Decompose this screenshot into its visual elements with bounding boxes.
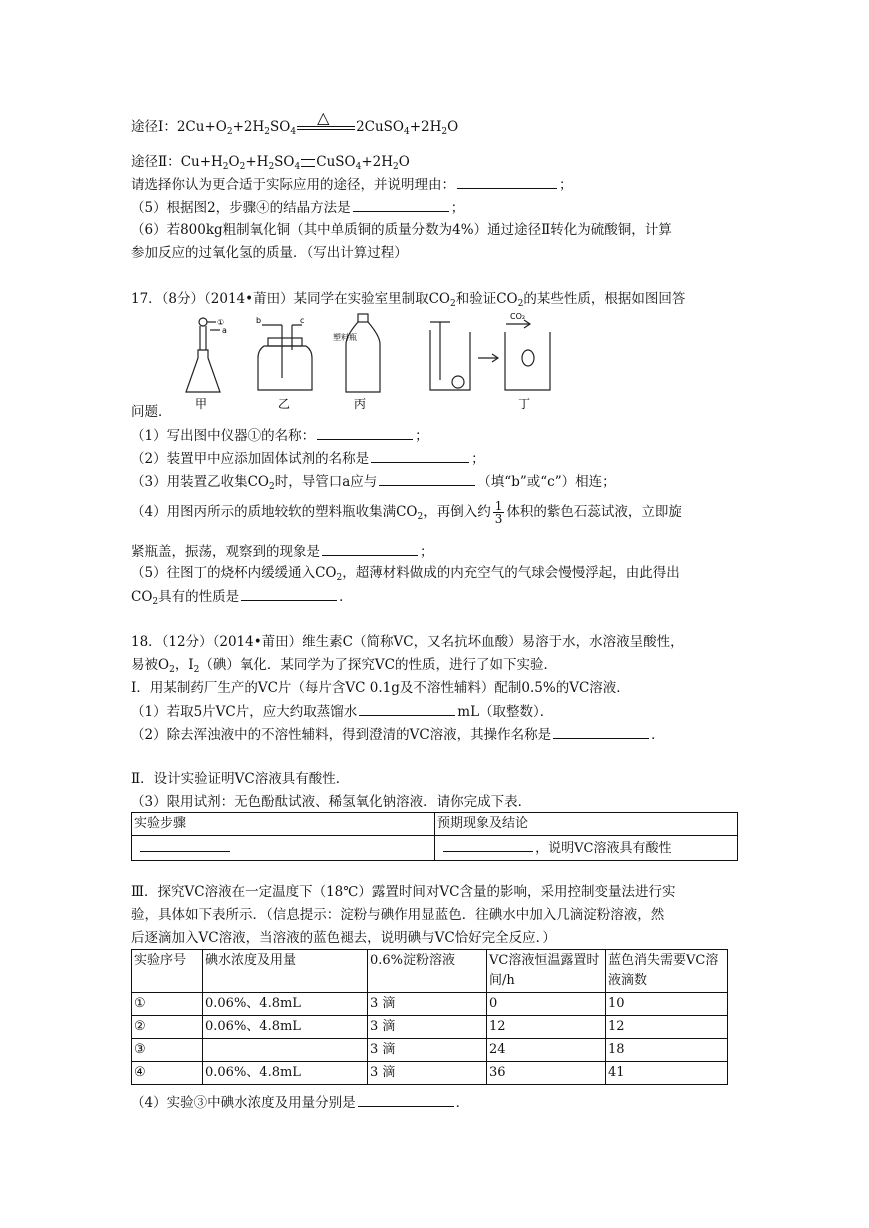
table-cell: 0 (487, 993, 606, 1016)
q18-table-acidity (131, 812, 738, 861)
answer-blank[interactable] (379, 471, 475, 486)
table-cell: 18 (606, 1039, 728, 1062)
answer-blank[interactable] (443, 837, 533, 852)
answer-blank[interactable] (553, 724, 649, 739)
table-cell: 3 滴 (368, 993, 487, 1016)
table-cell: ④ (132, 1062, 203, 1085)
table-cell: 3 滴 (368, 1039, 487, 1062)
table-cell: 10 (606, 993, 728, 1016)
table1-cell-steps (132, 836, 435, 861)
q16-choose: 请选择你认为更合适于实际应用的途径，并说明理由： ； (131, 174, 573, 195)
label-ding: 丁 (518, 397, 531, 410)
q18-part1: Ⅰ．用某制药厂生产的VC片（每片含VC 0.1g及不溶性辅料）配制0.5%的VC溶液． (131, 680, 630, 696)
q17-5: （5）往图丁的烧杯内缓缓通入$CO_2$，超薄材料做成的内充空气的气球会慢慢浮起，由此得出 (131, 565, 680, 583)
apparatus-jia (186, 318, 220, 392)
fraction-one-third: $\frac{1}{3}$ (494, 499, 503, 526)
table-cell: 41 (606, 1062, 728, 1085)
table2-header: VC溶液恒温露置时间/h (487, 950, 606, 993)
answer-blank[interactable] (317, 425, 413, 440)
table-cell: 12 (487, 1016, 606, 1039)
table-cell: 36 (487, 1062, 606, 1085)
q17-tail: 问题． (131, 404, 172, 420)
label-circle-1: ① (217, 318, 225, 327)
table-cell: ① (132, 993, 203, 1016)
table2-header: 0.6%淀粉溶液 (368, 950, 487, 993)
q16-5: （5）根据图2，步骤④的结晶方法是 ； (131, 197, 464, 218)
label-a: a (222, 326, 227, 335)
label-bing: 丙 (354, 397, 367, 410)
table-cell: 0.06%、4.8mL (203, 993, 368, 1016)
q18-part2: Ⅱ．设计实验证明VC溶液具有酸性． (131, 771, 350, 787)
q17-5-cont: $CO_2$具有的性质是 ． (131, 586, 353, 607)
table1-cell-result: ，说明VC溶液具有酸性 (435, 836, 738, 861)
table-row (132, 993, 728, 1016)
q18-heading-1: 18．（12分）（2014•莆田）维生素C（简称VC，又名抗坏血酸）易溶于水，水溶液呈酸性， (131, 634, 684, 650)
q17-3: （3）用装置乙收集$CO_2$时，导管口a应与 （填“b”或“c”）相连； (131, 471, 616, 492)
table-row (132, 1039, 728, 1062)
route1-equation: 途径Ⅰ：$2Cu+O_2+2H_2SO_4$ △ $2CuSO_4+2H_2O$ (131, 107, 459, 137)
answer-blank[interactable] (457, 174, 557, 189)
label-bottle: 塑料瓶 (333, 333, 357, 342)
q18-1: （1）若取5片VC片，应大约取蒸馏水 mL（取整数）． (131, 701, 553, 722)
answer-blank[interactable] (371, 448, 469, 463)
q17-1: （1）写出图中仪器①的名称： ； (131, 425, 429, 446)
q18-heading-2: 易被$O_2$，$I_2$（碘）氧化．某同学为了探究VC的性质，进行了如下实验． (131, 657, 557, 675)
q17-heading: 17．（8分）（2014•莆田）某同学在实验室里制取$CO_2$和验证$CO_2$的某些性质，根据如图回答 (131, 291, 686, 309)
answer-blank[interactable] (241, 586, 337, 601)
q16-6-line2: 参加反应的过氧化氢的质量．（写出计算过程） (131, 245, 408, 261)
apparatus-bing (346, 314, 380, 392)
answer-blank[interactable] (322, 541, 418, 556)
table-cell: ③ (132, 1039, 203, 1062)
q18-part3-1: Ⅲ．探究VC溶液在一定温度下（18℃）露置时间对VC含量的影响，采用控制变量法进行实 (131, 884, 676, 900)
table-cell: 0.06%、4.8mL (203, 1062, 368, 1085)
q18-table-experiment (131, 949, 728, 1085)
q18-4: （4）实验③中碘水浓度及用量分别是 ． (131, 1092, 469, 1113)
answer-blank[interactable] (353, 197, 449, 212)
answer-blank[interactable] (359, 701, 455, 716)
table2-header: 碘水浓度及用量 (203, 950, 368, 993)
answer-blank[interactable] (140, 837, 230, 852)
table-cell: ② (132, 1016, 203, 1039)
q18-part3-3: 后逐滴加入VC溶液，当溶液的蓝色褪去，说明碘与VC恰好完全反应．） (131, 930, 556, 946)
table2-header: 蓝色消失需要VC溶液滴数 (606, 950, 728, 993)
table-cell (203, 1039, 368, 1062)
table1-header-steps: 实验步骤 (132, 813, 435, 836)
table-row (132, 1016, 728, 1039)
heating-condition: △ (297, 118, 355, 138)
q17-4-cont: 紧瓶盖，振荡，观察到的现象是 ； (131, 541, 434, 562)
label-jia: 甲 (195, 397, 208, 410)
answer-blank[interactable] (358, 1092, 454, 1107)
q18-2: （2）除去浑浊液中的不溶性辅料，得到澄清的VC溶液，其操作名称是 ． (131, 724, 665, 745)
q17-4: （4）用图丙所示的质地较软的塑料瓶收集满$CO_2$，再倒入约 $\frac{1}{3}$ 体积的紫色石蕊试液，立即旋 (131, 499, 682, 526)
table-cell: 3 滴 (368, 1062, 487, 1085)
q18-part3-2: 验，具体如下表所示．（信息提示：淀粉与碘作用显蓝色．往碘水中加入几滴淀粉溶液，然 (131, 907, 665, 923)
table2-header: 实验序号 (132, 950, 203, 993)
label-yi: 乙 (278, 397, 291, 410)
table-cell: 3 滴 (368, 1016, 487, 1039)
label-c: c (300, 316, 305, 325)
label-co2: CO₂ (510, 312, 526, 321)
table1-header-result: 预期现象及结论 (435, 813, 738, 836)
apparatus-ding (430, 320, 550, 390)
table-cell: 24 (487, 1039, 606, 1062)
q16-6-line1: （6）若800kg粗制氧化铜（其中单质铜的质量分数为4%）通过途径Ⅱ转化为硫酸铜，计算 (131, 222, 672, 238)
table-row (132, 1062, 728, 1085)
q18-3: （3）限用试剂：无色酚酞试液、稀氢氧化钠溶液．请你完成下表． (131, 794, 532, 810)
apparatus-yi (258, 325, 312, 390)
table-cell: 0.06%、4.8mL (203, 1016, 368, 1039)
route2-equation: 途径Ⅱ：$Cu+H_2O_2+H_2SO_4$ $CuSO_4+2H_2O$ (131, 154, 410, 172)
label-b: b (256, 316, 262, 325)
table-cell: 12 (606, 1016, 728, 1039)
q17-2: （2）装置甲中应添加固体试剂的名称是 ； (131, 448, 485, 469)
q17-apparatus-figure (180, 310, 560, 410)
